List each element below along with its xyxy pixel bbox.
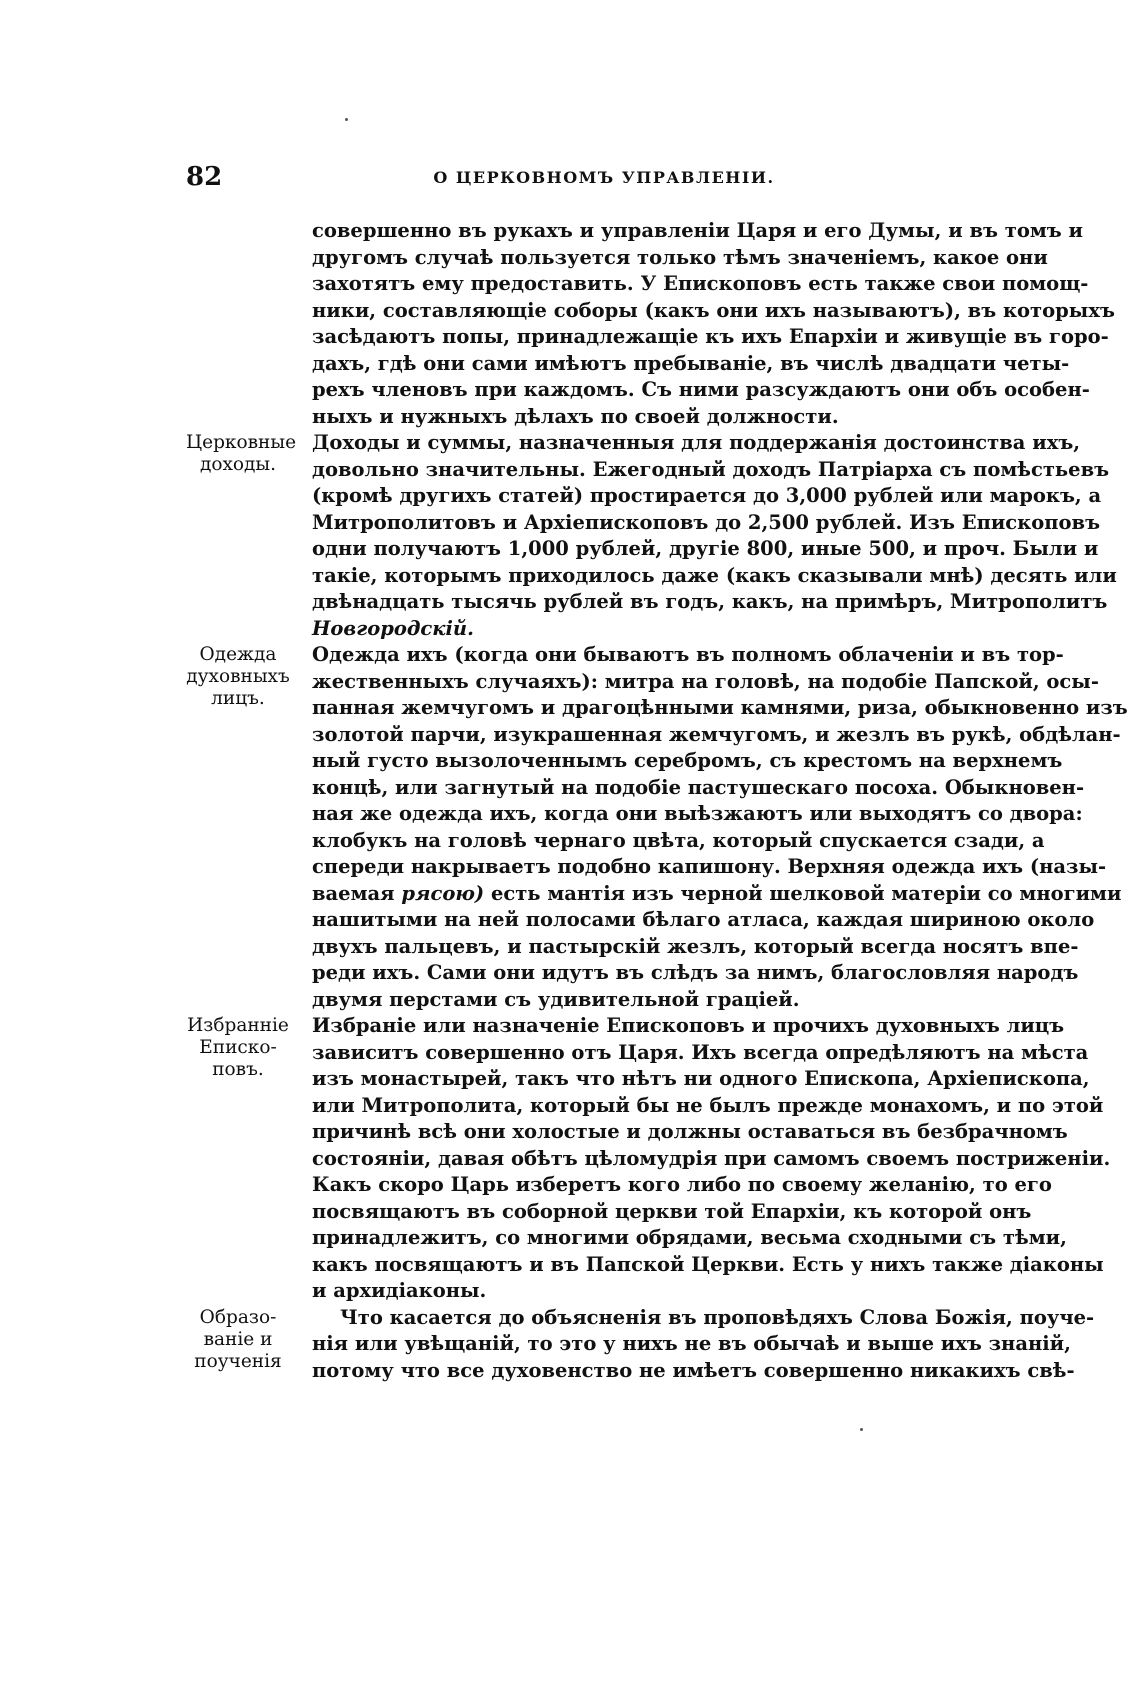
text-line: довольно значительны. Ежегодный доходъ Патріарха съ помѣстьевъ bbox=[312, 457, 1110, 481]
body-text bbox=[186, 218, 1128, 1384]
text-line: засѣдаютъ попы, принадлежащіе къ ихъ Епархіи и живущіе въ горо- bbox=[312, 325, 1109, 348]
text-line: Новгородскій. bbox=[312, 616, 474, 640]
text-line: такіе, которымъ приходилось даже (какъ сказывали мнѣ) десять или bbox=[312, 563, 1117, 587]
margin-note-church-revenues: Церковные доходы. bbox=[186, 432, 297, 475]
text-line: панная жемчугомъ и драгоцѣнными камнями, риза, обыкновенно изъ bbox=[312, 696, 1128, 719]
text-line: ныхъ и нужныхъ дѣлахъ по своей должности. bbox=[312, 404, 839, 428]
text-line: (кромѣ другихъ статей) простирается до 3,000 рублей или марокъ, а bbox=[312, 484, 1102, 507]
text-line: концѣ, или загнутый на подобіе пастушескаго посоха. Обыкновен- bbox=[312, 775, 1085, 799]
text-line: двѣнадцать тысячь рублей въ годъ, какъ, на примѣръ, Митрополитъ bbox=[312, 590, 1108, 613]
paper-speck bbox=[860, 1428, 863, 1431]
paragraph-lines bbox=[312, 218, 1115, 430]
text-line: захотятъ ему предоставить. У Епископовъ есть также свои помощ- bbox=[312, 272, 1089, 295]
paragraph-election-of-bishops bbox=[186, 1013, 1111, 1305]
text-line: совершенно въ рукахъ и управленіи Царя и его Думы, и въ томъ и bbox=[312, 219, 1083, 242]
paper-speck bbox=[345, 118, 348, 121]
text-line: посвящаютъ въ соборной церкви той Епархіи, къ которой онъ bbox=[312, 1199, 1032, 1223]
text-line: спереди накрываетъ подобно капишону. Верхняя одежда ихъ (назы- bbox=[312, 855, 1107, 878]
text-line: Одежда ихъ (когда они бываютъ въ полномъ облаченіи и въ тор- bbox=[312, 643, 1064, 666]
paragraph-lines bbox=[312, 1013, 1111, 1305]
text-line: одни получаютъ 1,000 рублей, другіе 800, иные 500, и проч. Были и bbox=[312, 537, 1099, 560]
text-line: и архидіаконы. bbox=[312, 1279, 487, 1302]
text-line: причинѣ всѣ они холостые и должны оставаться въ безбрачномъ bbox=[312, 1120, 1068, 1143]
text-line: Митрополитовъ и Архіепископовъ до 2,500 рублей. Изъ Епископовъ bbox=[312, 510, 1101, 534]
margin-note-education-and-sermons: Образо-ваніе и поученія bbox=[194, 1306, 282, 1372]
margin-note-election-of-bishops: Избранніе Еписко-повъ. bbox=[187, 1015, 289, 1080]
running-title: О ЦЕРКОВНОМЪ УПРАВЛЕНІИ. bbox=[433, 168, 775, 187]
text-line: двухъ пальцевъ, и пастырскій жезлъ, который всегда носятъ впе- bbox=[312, 934, 1079, 958]
text-line: двумя перстами съ удивительной граціей. bbox=[312, 987, 800, 1011]
text-line: Избраніе или назначеніе Епископовъ и прочихъ духовныхъ лицъ bbox=[312, 1014, 1065, 1037]
margin-note-clergy-clothing: Одежда духовныхъ лицъ. bbox=[186, 644, 290, 709]
text-line: принадлежитъ, со многими обрядами, весьма сходными съ тѣми, bbox=[312, 1226, 1067, 1249]
text-line: дахъ, гдѣ они сами имѣютъ пребываніе, въ числѣ двадцати четы- bbox=[312, 351, 1070, 375]
text-line: ная же одежда ихъ, когда они выѣзжаютъ или выходятъ со двора: bbox=[312, 802, 1083, 825]
text-line: Доходы и суммы, назначенныя для поддержанія достоинства ихъ, bbox=[312, 431, 1081, 454]
text-line: нашитыми на ней полосами бѣлаго атласа, каждая шириною около bbox=[312, 908, 1095, 931]
text-line: жественныхъ случаяхъ): митра на головѣ, на подобіе Папской, осы- bbox=[312, 669, 1099, 693]
paragraph-church-revenues bbox=[186, 430, 1117, 642]
paragraph-lines bbox=[312, 430, 1117, 642]
running-head bbox=[186, 162, 1022, 202]
text-line: Что касается до объясненія въ проповѣдяхъ Слова Божія, поуче- bbox=[340, 1305, 1095, 1329]
text-line: золотой парчи, изукрашенная жемчугомъ, и жезлъ въ рукѣ, обдѣлан- bbox=[312, 722, 1121, 746]
text-line: или Митрополита, который бы не былъ прежде монахомъ, и по этой bbox=[312, 1093, 1104, 1117]
text-line: ники, составляющіе соборы (какъ они ихъ называютъ), въ которыхъ bbox=[312, 298, 1115, 322]
text-line-with-italic bbox=[312, 881, 1122, 908]
text-fragment: есть мантія изъ черной шелковой матеріи со многими bbox=[484, 881, 1122, 905]
paragraph-lines bbox=[312, 642, 1128, 1013]
text-fragment: ваемая bbox=[312, 881, 402, 905]
text-line: нія или увѣщаній, то это у нихъ не въ обычаѣ и выше ихъ знаній, bbox=[312, 1332, 1071, 1355]
text-line: зависитъ совершенно отъ Царя. Ихъ всегда опредѣляютъ на мѣста bbox=[312, 1040, 1089, 1064]
text-line: клобукъ на головѣ чернаго цвѣта, который спускается сзади, а bbox=[312, 828, 1045, 852]
paragraph-lines bbox=[312, 1305, 1095, 1385]
text-line: изъ монастырей, такъ что нѣтъ ни одного Епископа, Архіепископа, bbox=[312, 1067, 1090, 1090]
text-line: другомъ случаѣ пользуется только тѣмъ значеніемъ, какое они bbox=[312, 245, 1048, 269]
text-line: ный густо вызолоченнымъ серебромъ, съ крестомъ на верхнемъ bbox=[312, 749, 1063, 772]
text-line: реди ихъ. Сами они идутъ въ слѣдъ за нимъ, благословляя народъ bbox=[312, 961, 1079, 984]
text-line: рехъ членовъ при каждомъ. Съ ними разсуждаютъ они объ особен- bbox=[312, 378, 1090, 401]
italic-term-ryasa: рясою) bbox=[401, 881, 485, 905]
text-line: потому что все духовенство не имѣетъ совершенно никакихъ свѣ- bbox=[312, 1358, 1075, 1382]
paragraph-education-and-sermons bbox=[186, 1305, 1095, 1385]
text-line: Какъ скоро Царь изберетъ кого либо по своему желанію, то его bbox=[312, 1173, 1052, 1196]
page-number: 82 bbox=[186, 162, 223, 192]
text-line: состояніи, давая обѣтъ цѣломудрія при самомъ своемъ постриженіи. bbox=[312, 1146, 1111, 1170]
paragraph-continuation bbox=[186, 218, 1115, 430]
paragraph-clergy-clothing bbox=[186, 642, 1128, 1013]
text-line: какъ посвящаютъ и въ Папской Церкви. Есть у нихъ также діаконы bbox=[312, 1252, 1104, 1276]
